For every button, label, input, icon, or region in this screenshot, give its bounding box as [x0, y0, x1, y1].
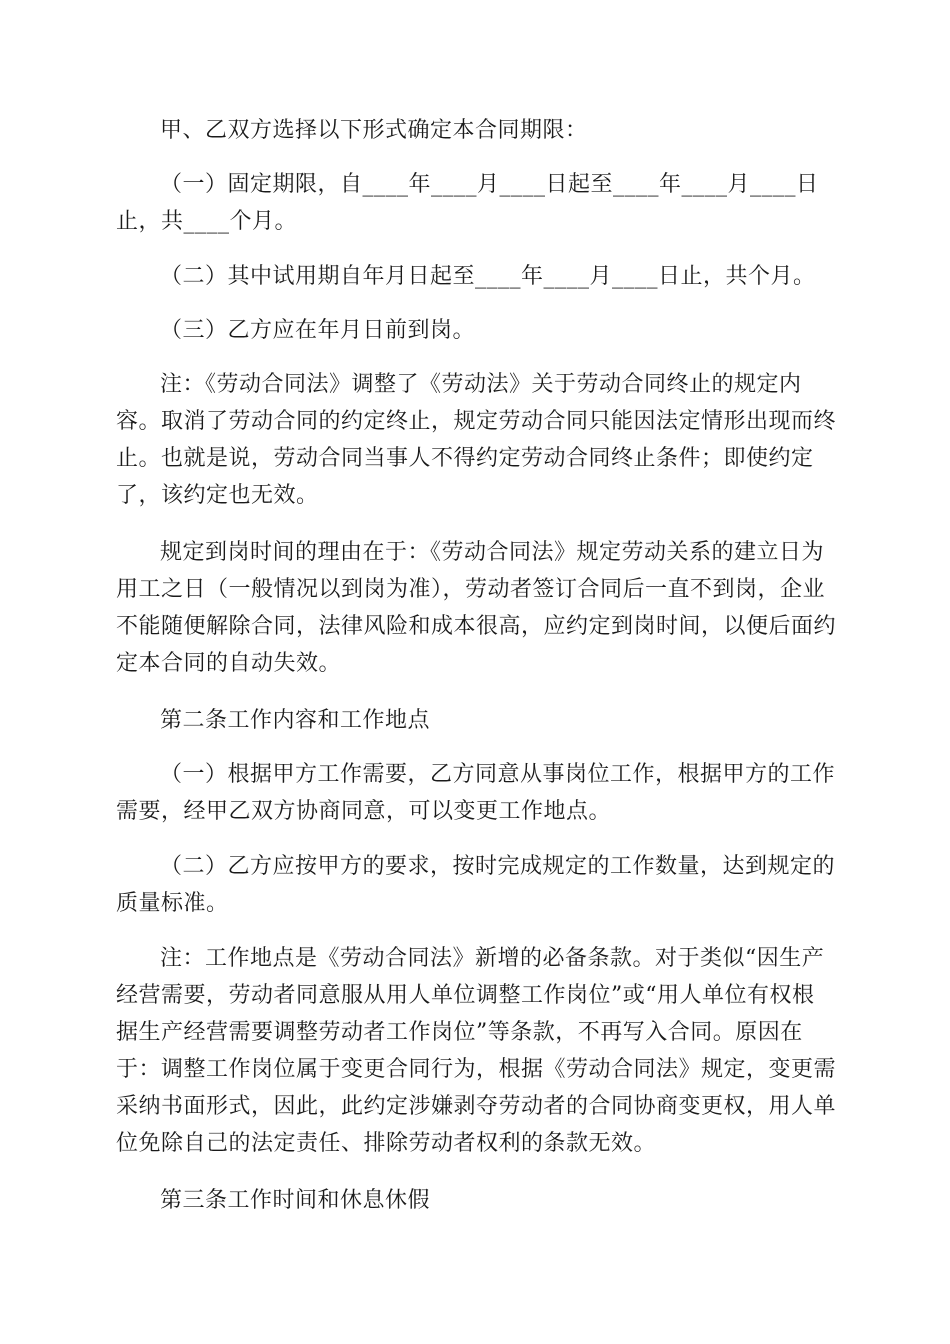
heading-article-2: 第二条工作内容和工作地点: [160, 708, 431, 733]
paragraph-note-termination: 注：《劳动合同法》调整了《劳动法》关于劳动合同终止的规定内容。取消了劳动合同的约定终止，规定劳动合同只能因法定情形出现而终止。也就是说，劳动合同当事人不得约定劳动合同终止条件；即使约定了，该约定也无效。: [116, 372, 837, 508]
paragraph-fixed-term: （一）固定期限，自____年____月____日起至____年____月____日止，共____个月。: [116, 172, 819, 234]
heading-article-3: 第三条工作时间和休息休假: [160, 1188, 431, 1213]
paragraph-term-selection: 甲、乙双方选择以下形式确定本合同期限：: [160, 118, 588, 143]
paragraph-job-position: （一）根据甲方工作需要，乙方同意从事岗位工作，根据甲方的工作需要，经甲乙双方协商同意，可以变更工作地点。: [116, 762, 836, 824]
paragraph-note-work-location: 注：工作地点是《劳动合同法》新增的必备条款。对于类似“因生产经营需要，劳动者同意服从用人单位调整工作岗位”或“用人单位有权根据生产经营需要调整劳动者工作岗位”等条款，不再写入合同。原因在于：调整工作岗位属于变更合同行为，根据《劳动合同法》规定，变更需采纳书面形式，因此，此约定涉嫌剥夺劳动者的合同协商变更权，用人单位免除自己的法定责任、排除劳动者权利的条款无效。: [116, 946, 837, 1156]
paragraph-probation: （二）其中试用期自年月日起至____年____月____日止，共个月。: [160, 264, 816, 289]
paragraph-report-date: （三）乙方应在年月日前到岗。: [160, 318, 476, 343]
paragraph-reason-report-time: 规定到岗时间的理由在于：《劳动合同法》规定劳动关系的建立日为用工之日（一般情况以到岗为准），劳动者签订合同后一直不到岗，企业不能随便解除合同，法律风险和成本很高，应约定到岗时间，以便后面约定本合同的自动失效。: [116, 540, 837, 676]
paragraph-work-quantity: （二）乙方应按甲方的要求，按时完成规定的工作数量，达到规定的质量标准。: [116, 854, 836, 916]
